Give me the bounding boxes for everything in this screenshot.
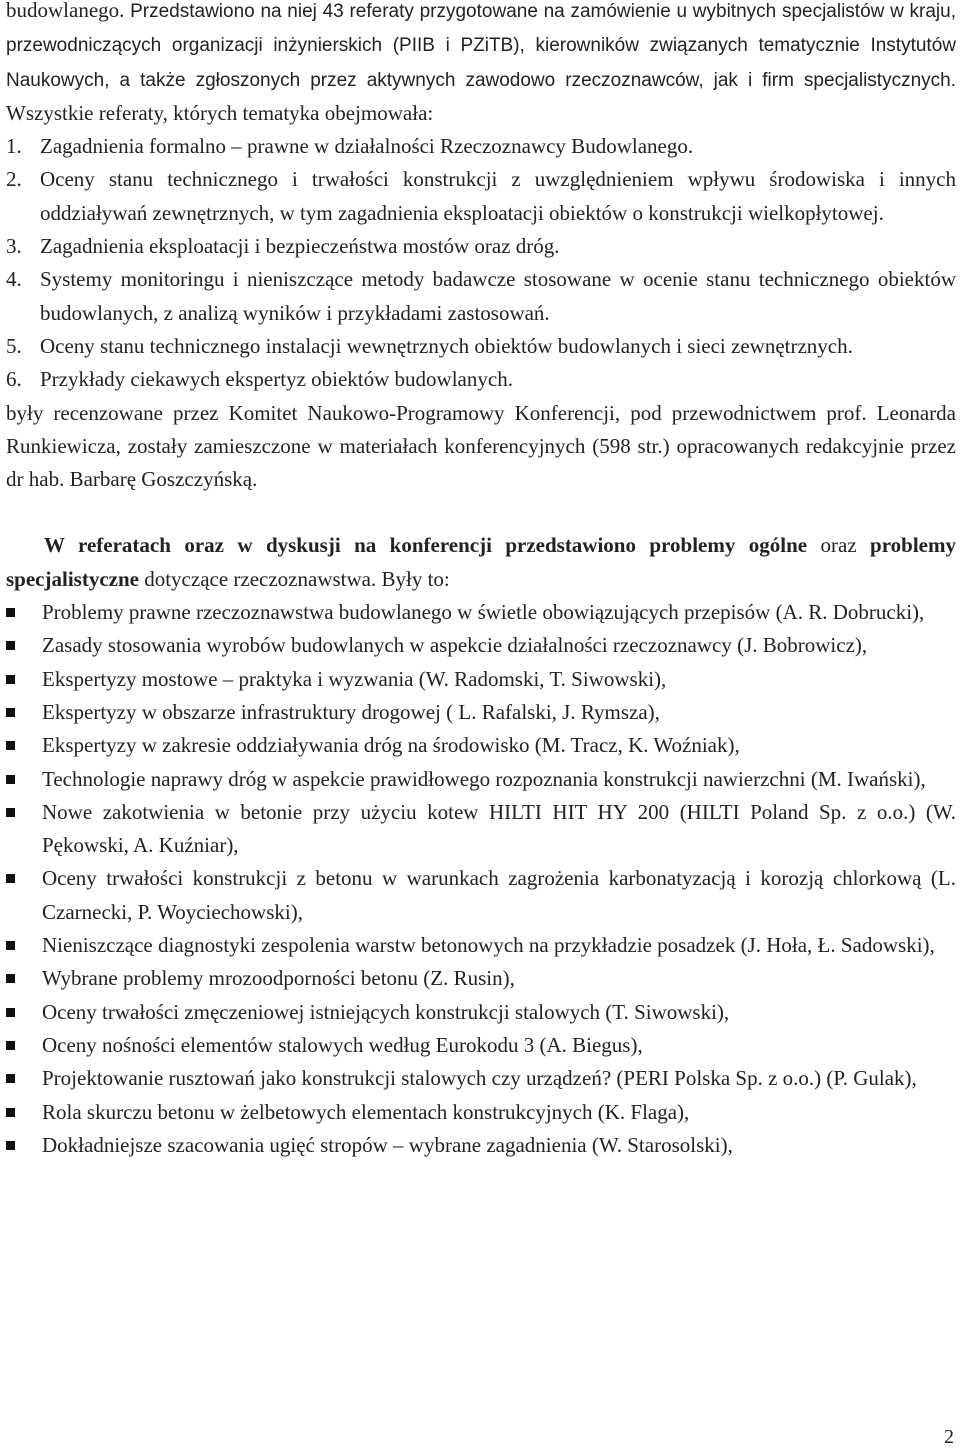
bullet-item (6, 763, 956, 796)
bullet-item (6, 796, 956, 863)
bullet-item (6, 696, 956, 729)
bullet-item (6, 929, 956, 962)
page-content (6, 0, 956, 1162)
intro-serif-sentence: Wszystkie referaty, których tematyka obejmowała: (6, 100, 434, 125)
topic-text: Przykłady ciekawych ekspertyz obiektów budowlanych. (40, 367, 513, 392)
bullet-text: Wybrane problemy mrozoodporności betonu (Z. Rusin), (42, 966, 515, 991)
summary-bold-general: W referatach oraz w dyskusji na konferencji przedstawiono problemy ogólne (44, 533, 808, 558)
topic-item (6, 363, 956, 396)
bullet-text: Ekspertyzy mostowe – praktyka i wyzwania (W. Radomski, T. Siwowski), (42, 666, 667, 691)
square-bullet-icon (6, 996, 42, 1029)
bullet-item (6, 629, 956, 662)
papers-bullet-list (6, 596, 956, 1162)
summary-tail: dotyczące rzeczoznawstwa. Były to: (138, 566, 450, 591)
square-bullet-icon (6, 663, 42, 696)
topic-number: 3. (6, 234, 22, 259)
bullet-text: Technologie naprawy dróg w aspekcie prawidłowego rozpoznania konstrukcji nawierzchni (M. Iwański), (42, 766, 926, 791)
topic-number: 4. (6, 267, 22, 292)
bullet-item (6, 996, 956, 1029)
paragraph-spacer (6, 496, 956, 529)
topic-text: Zagadnienia formalno – prawne w działalności Rzeczoznawcy Budowlanego. (40, 134, 694, 159)
square-bullet-icon (6, 729, 42, 762)
square-bullet-icon (6, 796, 42, 863)
square-bullet-icon (6, 862, 42, 929)
bullet-item (6, 663, 956, 696)
summary-bold-specialist: problemy specjalistyczne (6, 533, 956, 591)
topic-text: Oceny stanu technicznego instalacji wewnętrznych obiektów budowlanych i sieci zewnętrznych. (40, 333, 853, 358)
bullet-text: Nowe zakotwienia w betonie przy użyciu kotew HILTI HIT HY 200 (HILTI Poland Sp. z o.o.) (W. Pękowski, A. Kuźniar), (42, 799, 956, 858)
square-bullet-icon (6, 1029, 42, 1062)
topic-item (6, 163, 956, 230)
topic-item (6, 230, 956, 263)
summary-connector: oraz (807, 533, 871, 558)
page-number: 2 (944, 1425, 954, 1448)
square-bullet-icon (6, 596, 42, 629)
bullet-text: Projektowanie rusztowań jako konstrukcji stalowych czy urządzeń? (PERI Polska Sp. z o.o.) (P. Gulak), (42, 1066, 917, 1091)
square-bullet-icon (6, 1129, 42, 1162)
square-bullet-icon (6, 763, 42, 796)
bullet-item (6, 596, 956, 629)
bullet-text: Ekspertyzy w obszarze infrastruktury drogowej ( L. Rafalski, J. Rymsza), (42, 699, 660, 724)
topic-number: 5. (6, 333, 22, 358)
bullet-text: Oceny trwałości zmęczeniowej istniejących konstrukcji stalowych (T. Siwowski), (42, 999, 730, 1024)
bullet-text: Zasady stosowania wyrobów budowlanych w aspekcie działalności rzeczoznawcy (J. Bobrowicz), (42, 633, 868, 658)
bullet-item (6, 1096, 956, 1129)
intro-prefix: budowlanego. (6, 0, 125, 22)
bullet-text: Ekspertyzy w zakresie oddziaływania dróg na środowisko (M. Tracz, K. Woźniak), (42, 733, 740, 758)
intro-paragraph (6, 0, 956, 130)
topic-text: Systemy monitoringu i nieniszczące metody badawcze stosowane w ocenie stanu technicznego obiektów budowlanych, z analizą wyników i przykładami zastosowań. (40, 267, 956, 325)
bullet-text: Oceny nośności elementów stalowych według Eurokodu 3 (A. Biegus), (42, 1032, 643, 1057)
bullet-item (6, 962, 956, 995)
bullet-text: Nieniszczące diagnostyki zespolenia warstw betonowych na przykładzie posadzek (J. Hoła, Ł. Sadowski), (42, 933, 935, 958)
topic-item (6, 263, 956, 330)
square-bullet-icon (6, 929, 42, 962)
bullet-text: Problemy prawne rzeczoznawstwa budowlanego w świetle obowiązujących przepisów (A. R. Dobrucki), (42, 600, 925, 625)
topic-number: 1. (6, 134, 22, 159)
topic-item (6, 330, 956, 363)
square-bullet-icon (6, 629, 42, 662)
square-bullet-icon (6, 1096, 42, 1129)
topic-text: Zagadnienia eksploatacji i bezpieczeństwa mostów oraz dróg. (40, 234, 560, 259)
bullet-item (6, 729, 956, 762)
bullet-text: Rola skurczu betonu w żelbetowych elementach konstrukcyjnych (K. Flaga), (42, 1099, 690, 1124)
bullet-item (6, 862, 956, 929)
summary-paragraph (6, 529, 956, 596)
topic-number: 2. (6, 167, 22, 192)
bullet-item (6, 1129, 956, 1162)
topic-item (6, 130, 956, 163)
bullet-text: Oceny trwałości konstrukcji z betonu w warunkach zagrożenia karbonatyzacją i korozją chlorkową (L. Czarnecki, P. Woyciechowski), (42, 866, 956, 924)
square-bullet-icon (6, 1062, 42, 1095)
bullet-item (6, 1029, 956, 1062)
topic-number: 6. (6, 367, 22, 392)
bullet-text: Dokładniejsze szacowania ugięć stropów – wybrane zagadnienia (W. Starosolski), (42, 1132, 733, 1157)
after-topics-paragraph: były recenzowane przez Komitet Naukowo-Programowy Konferencji, pod przewodnictwem prof. Leonarda Runkiewicza, zostały zamieszczone w materiałach konferencyjnych (598 str.) opracowanych redakcyjnie przez dr hab. Barbarę Goszczyńską. (6, 400, 956, 492)
bullet-item (6, 1062, 956, 1095)
intro-sans-sentence: Przedstawiono na niej 43 referaty przygotowane na zamówienie u wybitnych specjalistów w kraju, przewodniczących organizacji inżynierskich (PIIB i PZiTB), kierowników związanych tematycznie Instytutów Naukowych, a także zgłoszonych przez aktywnych zawodowo rzeczoznawców, jak i firm specjalistycznych. (6, 1, 956, 91)
topic-text: Oceny stanu technicznego i trwałości konstrukcji z uwzględnieniem wpływu środowiska i innych oddziaływań zewnętrznych, w tym zagadnienia eksploatacji obiektów o konstrukcji wielkopłytowej. (40, 167, 956, 225)
square-bullet-icon (6, 696, 42, 729)
square-bullet-icon (6, 962, 42, 995)
topics-list (6, 130, 956, 396)
